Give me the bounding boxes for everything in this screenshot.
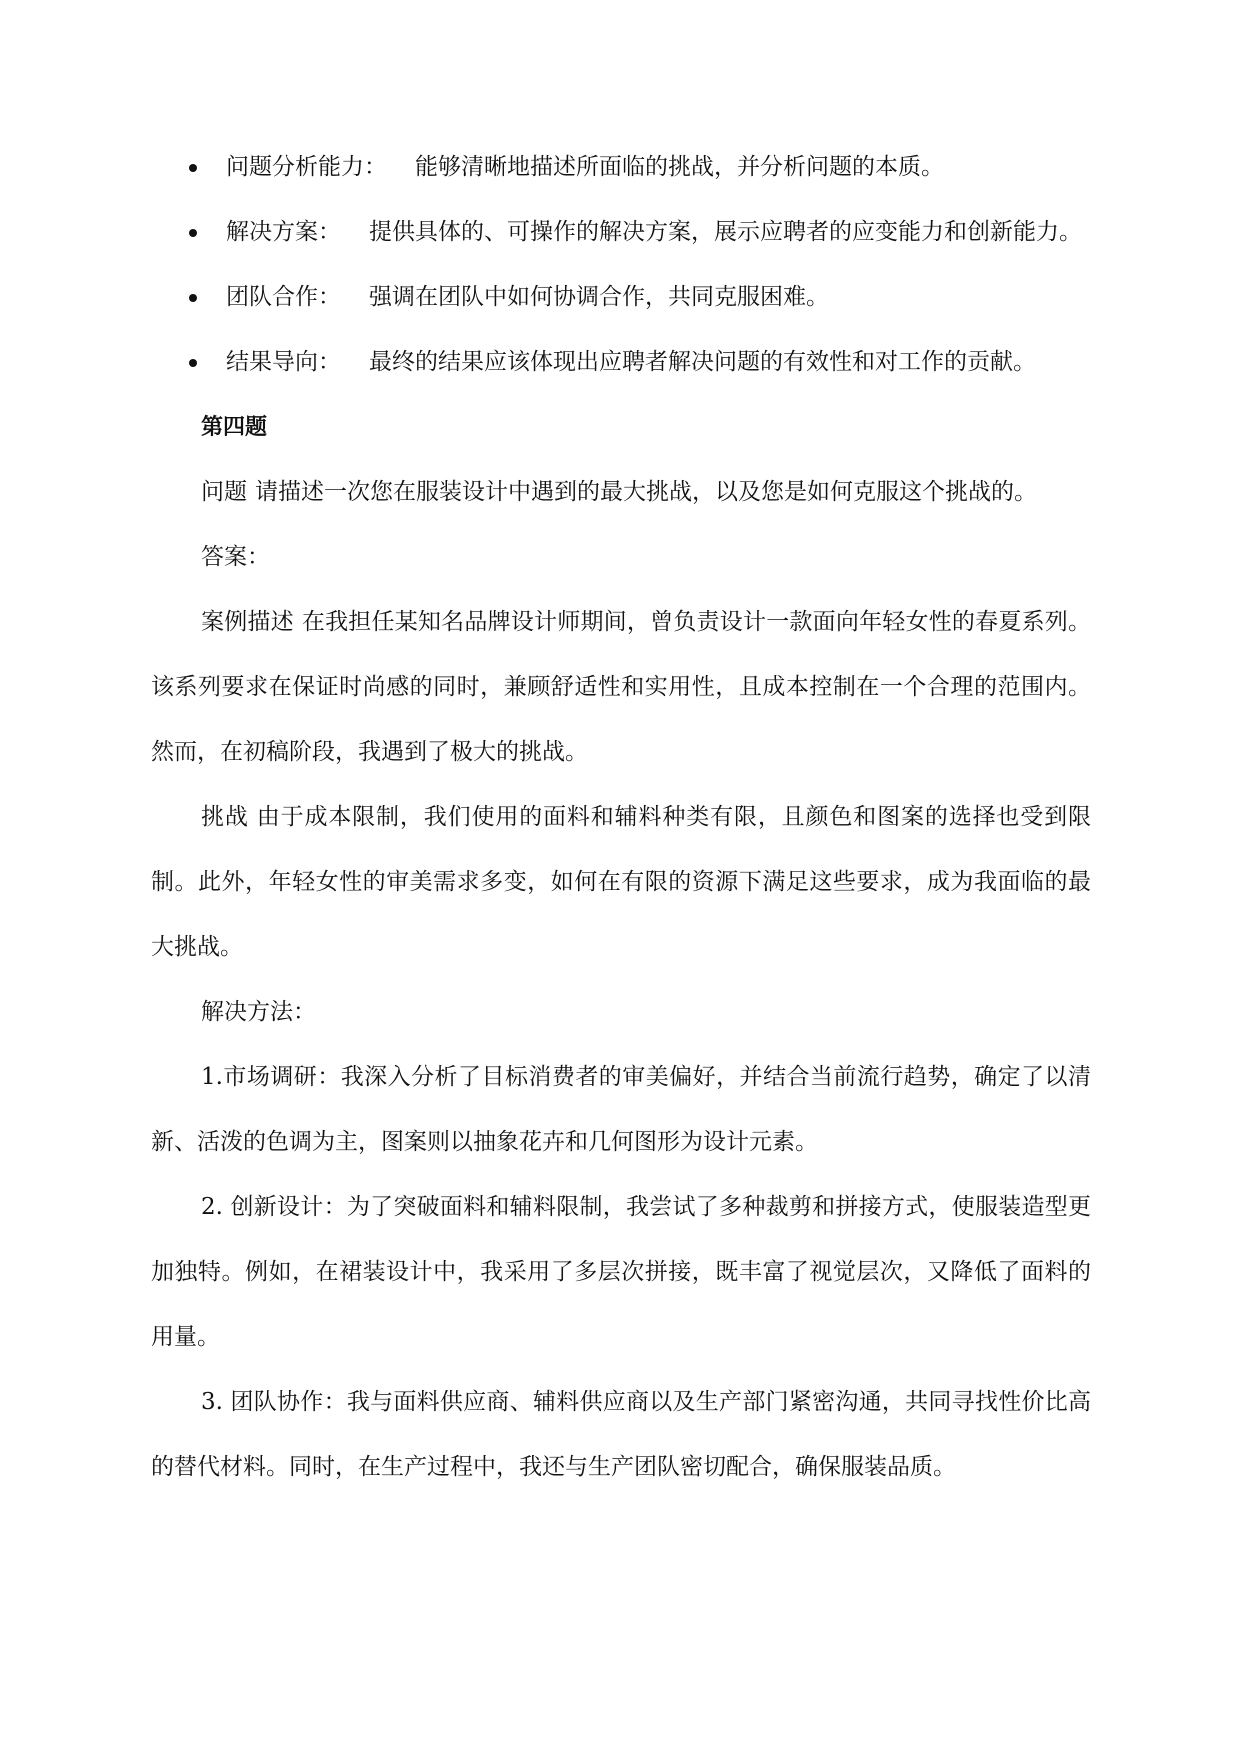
challenge-paragraph <box>151 785 1091 980</box>
step-label: 3. 团队协作： <box>201 1389 347 1415</box>
criteria-desc: 提供具体的、可操作的解决方案，展示应聘者的应变能力和创新能力。 <box>369 219 1082 245</box>
step-label: 1.市场调研： <box>201 1064 341 1090</box>
question-text: 请描述一次您在服装设计中遇到的最大挑战，以及您是如何克服这个挑战的。 <box>255 479 1037 505</box>
challenge-label: 挑战 <box>201 804 249 830</box>
case-paragraph <box>151 590 1091 785</box>
page-content <box>151 135 1091 1500</box>
criteria-desc: 强调在团队中如何协调合作，共同克服困难。 <box>369 284 829 310</box>
step-paragraph <box>151 1045 1091 1175</box>
bullet-icon <box>189 294 197 302</box>
criteria-term: 问题分析能力： <box>226 154 387 180</box>
criteria-term: 团队合作： <box>226 284 341 310</box>
evaluation-criteria-list <box>151 135 1091 395</box>
list-item <box>151 135 1091 200</box>
criteria-desc: 最终的结果应该体现出应聘者解决问题的有效性和对工作的贡献。 <box>369 349 1036 375</box>
criteria-term: 结果导向： <box>226 349 341 375</box>
solution-label: 解决方法： <box>201 999 316 1025</box>
list-item <box>151 200 1091 265</box>
list-item <box>151 330 1091 395</box>
step-label: 2. 创新设计： <box>201 1194 347 1220</box>
bullet-icon <box>189 359 197 367</box>
step-text: 我与面料供应商、辅料供应商以及生产部门紧密沟通，共同寻找性价比高的替代材料。同时，在生产过程中，我还与生产团队密切配合，确保服装品质。 <box>151 1389 1091 1480</box>
question-label: 问题 <box>201 479 247 505</box>
step-text: 我深入分析了目标消费者的审美偏好，并结合当前流行趋势，确定了以清新、活泼的色调为主，图案则以抽象花卉和几何图形为设计元素。 <box>151 1064 1092 1155</box>
step-paragraph <box>151 1175 1091 1370</box>
challenge-text: 由于成本限制，我们使用的面料和辅料种类有限，且颜色和图案的选择也受到限制。此外，年轻女性的审美需求多变，如何在有限的资源下满足这些要求，成为我面临的最大挑战。 <box>151 804 1092 960</box>
criteria-desc: 能够清晰地描述所面临的挑战，并分析问题的本质。 <box>415 154 944 180</box>
list-item <box>151 265 1091 330</box>
answer-label: 答案： <box>201 544 270 570</box>
step-paragraph <box>151 1370 1091 1500</box>
bullet-icon <box>189 229 197 237</box>
case-text: 在我担任某知名品牌设计师期间，曾负责设计一款面向年轻女性的春夏系列。该系列要求在保证时尚感的同时，兼顾舒适性和实用性，且成本控制在一个合理的范围内。然而，在初稿阶段，我遇到了极大的挑战。 <box>151 609 1092 765</box>
question-paragraph <box>151 460 1091 525</box>
criteria-term: 解决方案： <box>226 219 341 245</box>
section-title: 第四题 <box>201 415 268 440</box>
step-text: 为了突破面料和辅料限制，我尝试了多种裁剪和拼接方式，使服装造型更加独特。例如，在裙装设计中，我采用了多层次拼接，既丰富了视觉层次，又降低了面料的用量。 <box>151 1194 1091 1350</box>
case-label: 案例描述 <box>201 609 294 635</box>
bullet-icon <box>189 164 197 172</box>
